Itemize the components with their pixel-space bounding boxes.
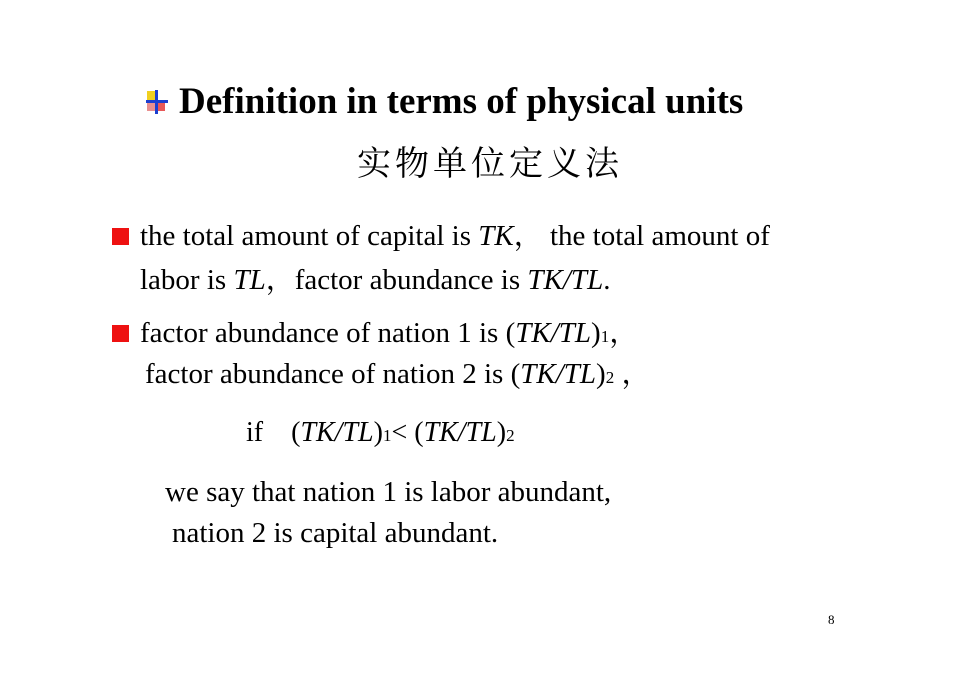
title-english: Definition in terms of physical units: [179, 81, 744, 122]
conclusion-line-2: [172, 519, 498, 548]
bullet-square-icon: [112, 228, 129, 245]
slide-title: [145, 80, 905, 123]
conclusion-text-1: we say that nation 1 is labor abundant,: [165, 476, 612, 508]
condition-right-sub: 2: [506, 426, 515, 445]
page-number: 8: [828, 612, 835, 627]
condition-left: (TK/TL): [291, 417, 383, 448]
bullet-1-line-1: [140, 222, 770, 251]
condition-right: (TK/TL): [414, 417, 507, 448]
subscript-1: 1: [600, 327, 610, 346]
subscript-2: 2: [605, 368, 615, 387]
title-chinese: 实物单位定义法: [357, 144, 623, 184]
bullet-2-text-2: factor abundance of nation 2 is (TK/TL): [145, 358, 606, 390]
bullet-1-text-1: the total amount of capital is TK， the total amount of: [140, 220, 770, 252]
condition-left-sub: 1: [382, 426, 392, 445]
comma: ，: [609, 317, 639, 349]
condition-if: if: [246, 417, 264, 448]
conclusion-text-2: nation 2 is capital abundant.: [172, 517, 499, 549]
condition-operator: <: [391, 417, 408, 448]
plus-bullet-icon: [145, 89, 169, 115]
bullet-1-line-2: [140, 266, 610, 295]
comma: ，: [614, 358, 651, 390]
bullet-2-text-1: factor abundance of nation 1 is (TK/TL): [140, 317, 601, 349]
bullet-2-line-2: [145, 360, 650, 389]
conclusion-line-1: [165, 478, 611, 507]
bullet-2-line-1: [140, 319, 638, 348]
bullet-1-text-2: labor is TL，factor abundance is TK/TL.: [140, 264, 611, 296]
bullet-square-icon: [112, 325, 129, 342]
condition-line: [246, 419, 515, 447]
